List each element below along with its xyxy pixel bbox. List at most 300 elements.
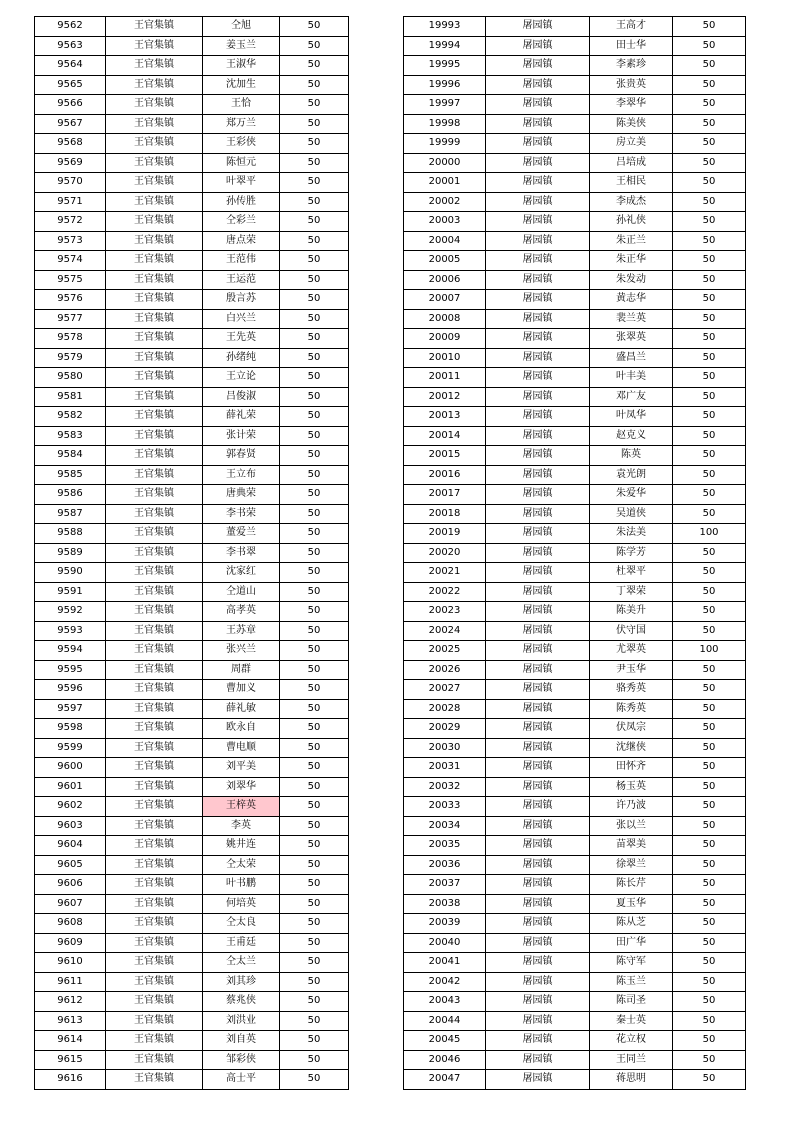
- table-row: [404, 1070, 746, 1090]
- table-row: [35, 95, 349, 115]
- town-cell: 屠园镇: [486, 504, 590, 524]
- town-cell: 王官集镇: [106, 758, 203, 778]
- table-row: [35, 543, 349, 563]
- name-cell: 仝旭: [203, 17, 280, 37]
- town-cell: 屠园镇: [486, 348, 590, 368]
- amount-cell: 50: [673, 446, 746, 466]
- table-row: [404, 1031, 746, 1051]
- town-cell: 王官集镇: [106, 563, 203, 583]
- row-number-cell: 9600: [35, 758, 106, 778]
- table-row: [404, 75, 746, 95]
- name-cell: 王苏章: [203, 621, 280, 641]
- table-row: [404, 543, 746, 563]
- row-number-cell: 9613: [35, 1011, 106, 1031]
- name-cell: 苗翠美: [590, 836, 673, 856]
- table-row: [404, 797, 746, 817]
- row-number-cell: 9588: [35, 524, 106, 544]
- amount-cell: 50: [280, 114, 349, 134]
- table-row: [35, 56, 349, 76]
- name-cell: 秦士英: [590, 1011, 673, 1031]
- row-number-cell: 20018: [404, 504, 486, 524]
- table-row: [404, 17, 746, 37]
- amount-cell: 50: [280, 309, 349, 329]
- name-cell: 王淑华: [203, 56, 280, 76]
- row-number-cell: 19998: [404, 114, 486, 134]
- amount-cell: 50: [280, 504, 349, 524]
- table-row: [404, 134, 746, 154]
- row-number-cell: 20004: [404, 231, 486, 251]
- name-cell: 沈继侠: [590, 738, 673, 758]
- name-cell: 尤翠英: [590, 641, 673, 661]
- row-number-cell: 9585: [35, 465, 106, 485]
- amount-cell: 50: [673, 485, 746, 505]
- amount-cell: 50: [280, 251, 349, 271]
- name-cell: 欧永自: [203, 719, 280, 739]
- table-row: [404, 173, 746, 193]
- town-cell: 屠园镇: [486, 855, 590, 875]
- amount-cell: 50: [280, 56, 349, 76]
- table-row: [35, 992, 349, 1012]
- name-cell: 裴兰英: [590, 309, 673, 329]
- town-cell: 王官集镇: [106, 816, 203, 836]
- row-number-cell: 20010: [404, 348, 486, 368]
- row-number-cell: 20003: [404, 212, 486, 232]
- name-cell: 房立美: [590, 134, 673, 154]
- town-cell: 屠园镇: [486, 602, 590, 622]
- town-cell: 王官集镇: [106, 680, 203, 700]
- table-row: [35, 797, 349, 817]
- row-number-cell: 9580: [35, 368, 106, 388]
- town-cell: 王官集镇: [106, 894, 203, 914]
- name-cell: 李英: [203, 816, 280, 836]
- town-cell: 屠园镇: [486, 134, 590, 154]
- town-cell: 王官集镇: [106, 114, 203, 134]
- row-number-cell: 9596: [35, 680, 106, 700]
- name-cell: 李书翠: [203, 543, 280, 563]
- name-cell: 郭春贤: [203, 446, 280, 466]
- town-cell: 屠园镇: [486, 75, 590, 95]
- name-cell: 蔡兆侠: [203, 992, 280, 1012]
- town-cell: 王官集镇: [106, 309, 203, 329]
- row-number-cell: 20046: [404, 1050, 486, 1070]
- name-cell: 唐点荣: [203, 231, 280, 251]
- table-row: [35, 192, 349, 212]
- row-number-cell: 9591: [35, 582, 106, 602]
- table-row: [35, 329, 349, 349]
- row-number-cell: 9575: [35, 270, 106, 290]
- row-number-cell: 20027: [404, 680, 486, 700]
- name-cell: 杨玉英: [590, 777, 673, 797]
- name-cell: 王范伟: [203, 251, 280, 271]
- amount-cell: 50: [673, 231, 746, 251]
- town-cell: 王官集镇: [106, 641, 203, 661]
- town-cell: 王官集镇: [106, 504, 203, 524]
- amount-cell: 100: [673, 524, 746, 544]
- table-row: [404, 387, 746, 407]
- row-number-cell: 9582: [35, 407, 106, 427]
- amount-cell: 50: [673, 1050, 746, 1070]
- town-cell: 王官集镇: [106, 719, 203, 739]
- amount-cell: 100: [673, 641, 746, 661]
- row-number-cell: 9610: [35, 953, 106, 973]
- amount-cell: 50: [673, 192, 746, 212]
- row-number-cell: 20017: [404, 485, 486, 505]
- name-cell: 王先英: [203, 329, 280, 349]
- table-row: [404, 719, 746, 739]
- row-number-cell: 9579: [35, 348, 106, 368]
- amount-cell: 50: [280, 407, 349, 427]
- town-cell: 屠园镇: [486, 894, 590, 914]
- amount-cell: 50: [280, 348, 349, 368]
- amount-cell: 50: [280, 992, 349, 1012]
- table-row: [35, 660, 349, 680]
- amount-cell: 50: [673, 933, 746, 953]
- table-row: [404, 582, 746, 602]
- amount-cell: 50: [280, 192, 349, 212]
- name-cell: 叶丰美: [590, 368, 673, 388]
- name-cell: 姜玉兰: [203, 36, 280, 56]
- name-cell: 田怀齐: [590, 758, 673, 778]
- row-number-cell: 9567: [35, 114, 106, 134]
- name-cell: 白兴兰: [203, 309, 280, 329]
- table-row: [35, 270, 349, 290]
- table-row: [35, 1070, 349, 1090]
- amount-cell: 50: [280, 485, 349, 505]
- name-cell: 沈家红: [203, 563, 280, 583]
- row-number-cell: 20035: [404, 836, 486, 856]
- name-cell: 杜翠平: [590, 563, 673, 583]
- name-cell: 吴道侠: [590, 504, 673, 524]
- town-cell: 屠园镇: [486, 231, 590, 251]
- town-cell: 屠园镇: [486, 992, 590, 1012]
- name-cell: 叶翠平: [203, 173, 280, 193]
- town-cell: 屠园镇: [486, 1070, 590, 1090]
- amount-cell: 50: [673, 777, 746, 797]
- row-number-cell: 20024: [404, 621, 486, 641]
- amount-cell: 50: [280, 914, 349, 934]
- table-row: [404, 777, 746, 797]
- table-row: [35, 485, 349, 505]
- amount-cell: 50: [673, 173, 746, 193]
- town-cell: 屠园镇: [486, 173, 590, 193]
- row-number-cell: 9586: [35, 485, 106, 505]
- name-cell: 陈玉兰: [590, 972, 673, 992]
- table-row: [404, 446, 746, 466]
- amount-cell: 50: [673, 426, 746, 446]
- table-row: [35, 114, 349, 134]
- row-number-cell: 19996: [404, 75, 486, 95]
- table-row: [35, 212, 349, 232]
- table-row: [404, 329, 746, 349]
- row-number-cell: 9611: [35, 972, 106, 992]
- row-number-cell: 20013: [404, 407, 486, 427]
- row-number-cell: 20038: [404, 894, 486, 914]
- row-number-cell: 9563: [35, 36, 106, 56]
- amount-cell: 50: [673, 699, 746, 719]
- table-row: [404, 641, 746, 661]
- town-cell: 屠园镇: [486, 290, 590, 310]
- name-cell: 王同兰: [590, 1050, 673, 1070]
- row-number-cell: 20037: [404, 875, 486, 895]
- name-cell: 李书荣: [203, 504, 280, 524]
- amount-cell: 50: [673, 1031, 746, 1051]
- town-cell: 王官集镇: [106, 1050, 203, 1070]
- table-row: [35, 153, 349, 173]
- town-cell: 屠园镇: [486, 1011, 590, 1031]
- amount-cell: 50: [280, 660, 349, 680]
- amount-cell: 50: [673, 582, 746, 602]
- amount-cell: 50: [673, 875, 746, 895]
- name-cell: 刘洪业: [203, 1011, 280, 1031]
- town-cell: 屠园镇: [486, 582, 590, 602]
- town-cell: 屠园镇: [486, 251, 590, 271]
- table-row: [35, 699, 349, 719]
- amount-cell: 50: [673, 1070, 746, 1090]
- row-number-cell: 20007: [404, 290, 486, 310]
- row-number-cell: 20034: [404, 816, 486, 836]
- name-cell: 黄志华: [590, 290, 673, 310]
- name-cell: 高士平: [203, 1070, 280, 1090]
- table-row: [404, 465, 746, 485]
- row-number-cell: 20000: [404, 153, 486, 173]
- row-number-cell: 9587: [35, 504, 106, 524]
- row-number-cell: 20040: [404, 933, 486, 953]
- row-number-cell: 9576: [35, 290, 106, 310]
- town-cell: 屠园镇: [486, 758, 590, 778]
- table-row: [404, 348, 746, 368]
- amount-cell: 50: [673, 738, 746, 758]
- row-number-cell: 9573: [35, 231, 106, 251]
- row-number-cell: 20008: [404, 309, 486, 329]
- amount-cell: 50: [280, 933, 349, 953]
- amount-cell: 50: [280, 582, 349, 602]
- table-row: [404, 1011, 746, 1031]
- row-number-cell: 19994: [404, 36, 486, 56]
- town-cell: 屠园镇: [486, 1050, 590, 1070]
- amount-cell: 50: [673, 56, 746, 76]
- town-cell: 屠园镇: [486, 953, 590, 973]
- row-number-cell: 9564: [35, 56, 106, 76]
- row-number-cell: 20021: [404, 563, 486, 583]
- town-cell: 王官集镇: [106, 153, 203, 173]
- amount-cell: 50: [280, 777, 349, 797]
- table-row: [35, 36, 349, 56]
- table-row: [35, 972, 349, 992]
- table-row: [404, 524, 746, 544]
- town-cell: 王官集镇: [106, 972, 203, 992]
- amount-cell: 50: [673, 368, 746, 388]
- town-cell: 王官集镇: [106, 855, 203, 875]
- row-number-cell: 20025: [404, 641, 486, 661]
- amount-cell: 50: [673, 407, 746, 427]
- town-cell: 屠园镇: [486, 875, 590, 895]
- amount-cell: 50: [280, 875, 349, 895]
- town-cell: 王官集镇: [106, 836, 203, 856]
- name-cell: 徐翠兰: [590, 855, 673, 875]
- name-cell: 陈学芳: [590, 543, 673, 563]
- row-number-cell: 9615: [35, 1050, 106, 1070]
- amount-cell: 50: [280, 563, 349, 583]
- table-row: [35, 426, 349, 446]
- table-row: [404, 251, 746, 271]
- town-cell: 王官集镇: [106, 1011, 203, 1031]
- town-cell: 王官集镇: [106, 992, 203, 1012]
- town-cell: 王官集镇: [106, 1031, 203, 1051]
- amount-cell: 50: [673, 290, 746, 310]
- table-row: [35, 894, 349, 914]
- amount-cell: 50: [280, 894, 349, 914]
- table-row: [35, 1050, 349, 1070]
- town-cell: 屠园镇: [486, 777, 590, 797]
- table-row: [404, 563, 746, 583]
- row-number-cell: 19999: [404, 134, 486, 154]
- name-cell: 沈加生: [203, 75, 280, 95]
- amount-cell: 50: [280, 524, 349, 544]
- name-cell: 刘翠华: [203, 777, 280, 797]
- town-cell: 屠园镇: [486, 933, 590, 953]
- name-cell: 姚井连: [203, 836, 280, 856]
- row-number-cell: 20001: [404, 173, 486, 193]
- row-number-cell: 20029: [404, 719, 486, 739]
- town-cell: 屠园镇: [486, 426, 590, 446]
- name-cell: 曹加义: [203, 680, 280, 700]
- name-cell: 盛昌兰: [590, 348, 673, 368]
- name-cell: 叶凤华: [590, 407, 673, 427]
- name-cell: 高孝英: [203, 602, 280, 622]
- town-cell: 屠园镇: [486, 212, 590, 232]
- row-number-cell: 9595: [35, 660, 106, 680]
- town-cell: 屠园镇: [486, 972, 590, 992]
- town-cell: 屠园镇: [486, 914, 590, 934]
- amount-cell: 50: [673, 1011, 746, 1031]
- row-number-cell: 9581: [35, 387, 106, 407]
- table-row: [404, 875, 746, 895]
- table-row: [35, 309, 349, 329]
- name-cell: 陈美侠: [590, 114, 673, 134]
- table-row: [35, 446, 349, 466]
- row-number-cell: 9593: [35, 621, 106, 641]
- row-number-cell: 20002: [404, 192, 486, 212]
- table-row: [404, 114, 746, 134]
- amount-cell: 50: [280, 270, 349, 290]
- table-row: [404, 738, 746, 758]
- row-number-cell: 9568: [35, 134, 106, 154]
- row-number-cell: 20039: [404, 914, 486, 934]
- name-cell: 陈从芝: [590, 914, 673, 934]
- amount-cell: 50: [673, 797, 746, 817]
- town-cell: 屠园镇: [486, 407, 590, 427]
- row-number-cell: 20020: [404, 543, 486, 563]
- town-cell: 王官集镇: [106, 602, 203, 622]
- table-row: [404, 660, 746, 680]
- town-cell: 王官集镇: [106, 192, 203, 212]
- name-cell: 李素珍: [590, 56, 673, 76]
- amount-cell: 50: [280, 465, 349, 485]
- name-cell: 尹玉华: [590, 660, 673, 680]
- name-cell: 蒋思明: [590, 1070, 673, 1090]
- row-number-cell: 9603: [35, 816, 106, 836]
- table-row: [35, 738, 349, 758]
- town-cell: 王官集镇: [106, 270, 203, 290]
- amount-cell: 50: [280, 602, 349, 622]
- table-row: [404, 758, 746, 778]
- name-cell: 李翠华: [590, 95, 673, 115]
- row-number-cell: 20033: [404, 797, 486, 817]
- town-cell: 屠园镇: [486, 680, 590, 700]
- town-cell: 屠园镇: [486, 465, 590, 485]
- row-number-cell: 9614: [35, 1031, 106, 1051]
- table-row: [35, 368, 349, 388]
- row-number-cell: 20045: [404, 1031, 486, 1051]
- amount-cell: 50: [280, 1070, 349, 1090]
- amount-cell: 50: [280, 758, 349, 778]
- amount-cell: 50: [280, 1011, 349, 1031]
- name-cell: 骆秀英: [590, 680, 673, 700]
- table-row: [404, 212, 746, 232]
- table-row: [35, 75, 349, 95]
- table-row: [404, 894, 746, 914]
- row-number-cell: 19993: [404, 17, 486, 37]
- amount-cell: 50: [280, 738, 349, 758]
- name-cell: 王高才: [590, 17, 673, 37]
- town-cell: 屠园镇: [486, 17, 590, 37]
- amount-cell: 50: [280, 426, 349, 446]
- town-cell: 屠园镇: [486, 309, 590, 329]
- amount-cell: 50: [673, 972, 746, 992]
- table-row: [35, 563, 349, 583]
- amount-cell: 50: [673, 95, 746, 115]
- town-cell: 王官集镇: [106, 524, 203, 544]
- amount-cell: 50: [673, 465, 746, 485]
- amount-cell: 50: [280, 17, 349, 37]
- amount-cell: 50: [280, 95, 349, 115]
- name-cell: 袁光朗: [590, 465, 673, 485]
- name-cell: 孙传胜: [203, 192, 280, 212]
- town-cell: 屠园镇: [486, 660, 590, 680]
- amount-cell: 50: [280, 134, 349, 154]
- row-number-cell: 9608: [35, 914, 106, 934]
- table-row: [404, 231, 746, 251]
- town-cell: 屠园镇: [486, 329, 590, 349]
- table-row: [404, 426, 746, 446]
- table-row: [404, 407, 746, 427]
- town-cell: 王官集镇: [106, 387, 203, 407]
- amount-cell: 50: [673, 836, 746, 856]
- town-cell: 王官集镇: [106, 582, 203, 602]
- town-cell: 屠园镇: [486, 1031, 590, 1051]
- table-row: [35, 719, 349, 739]
- amount-cell: 50: [280, 368, 349, 388]
- table-row: [35, 641, 349, 661]
- name-cell: 刘自英: [203, 1031, 280, 1051]
- name-cell: 田士华: [590, 36, 673, 56]
- row-number-cell: 9602: [35, 797, 106, 817]
- amount-cell: 50: [280, 797, 349, 817]
- name-cell: 李成杰: [590, 192, 673, 212]
- table-row: [404, 192, 746, 212]
- table-row: [35, 1031, 349, 1051]
- town-cell: 屠园镇: [486, 641, 590, 661]
- table-row: [404, 621, 746, 641]
- town-cell: 屠园镇: [486, 56, 590, 76]
- name-cell: 夏玉华: [590, 894, 673, 914]
- amount-cell: 50: [280, 641, 349, 661]
- row-number-cell: 9572: [35, 212, 106, 232]
- table-row: [404, 680, 746, 700]
- amount-cell: 50: [280, 153, 349, 173]
- row-number-cell: 9569: [35, 153, 106, 173]
- name-cell: 田广华: [590, 933, 673, 953]
